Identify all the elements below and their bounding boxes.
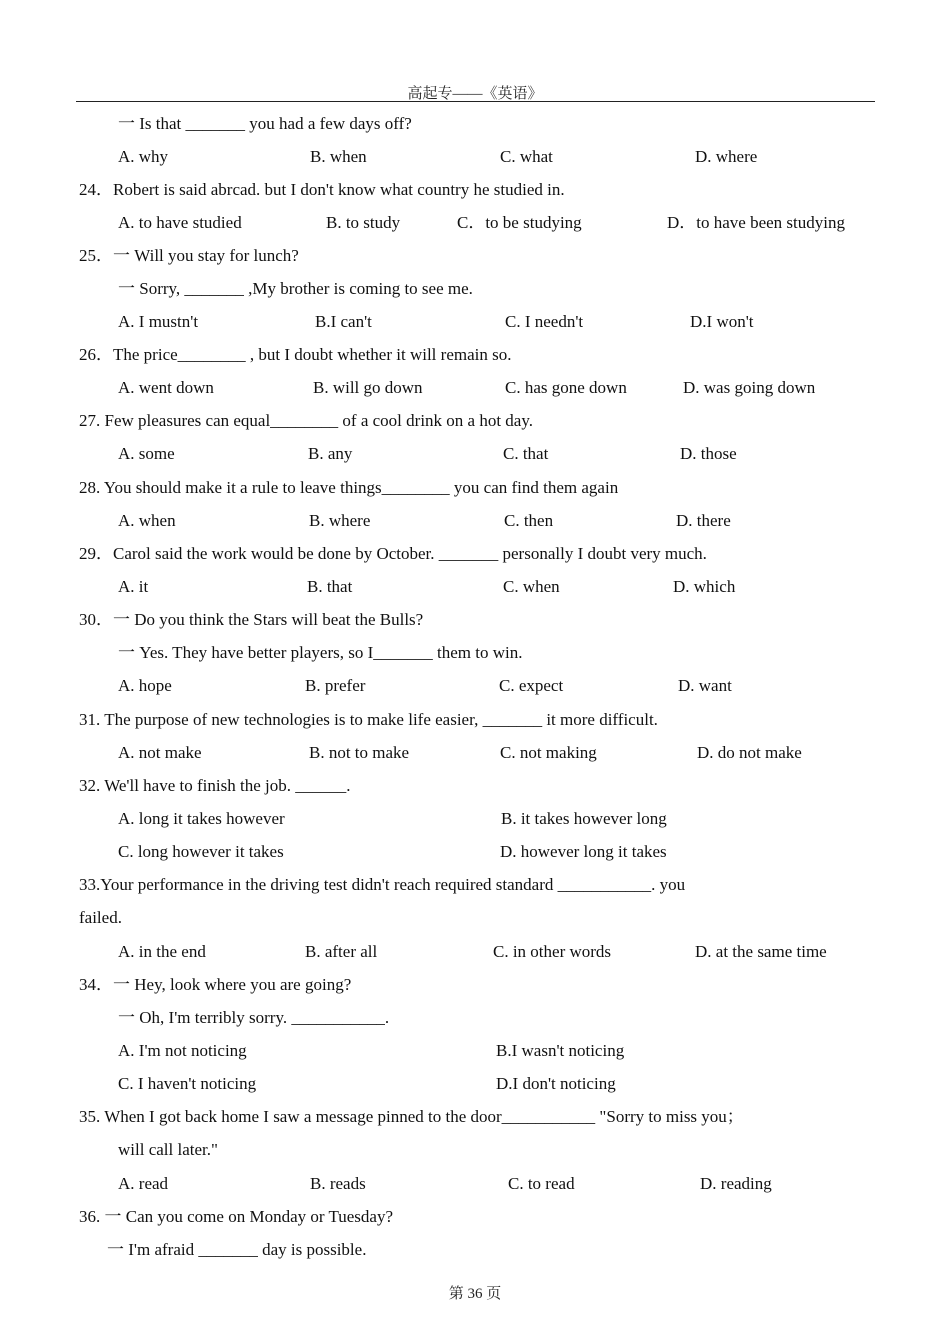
option: D. do not make	[697, 743, 802, 762]
option: B. to study	[326, 213, 401, 232]
option: D.I won't	[690, 312, 754, 331]
option: B. reads	[310, 1174, 366, 1193]
option: A. I mustn't	[118, 312, 199, 331]
option: A. read	[118, 1174, 169, 1193]
question-line: 32. We'll have to finish the job. ______.	[79, 776, 351, 795]
option: D. where	[695, 147, 758, 166]
question-line: 30．一 Do you think the Stars will beat the Bulls?	[79, 610, 424, 629]
option: A. to have studied	[118, 213, 242, 232]
option: B. any	[308, 444, 353, 463]
question-line: 一 Oh, I'm terribly sorry. ___________.	[118, 1008, 390, 1027]
option: C. what	[500, 147, 553, 166]
question-line: 35. When I got back home I saw a message pinned to the door___________ "Sorry to miss you；	[79, 1107, 744, 1126]
question-line: 27. Few pleasures can equal________ of a cool drink on a hot day.	[79, 411, 534, 430]
option: B. after all	[305, 942, 378, 961]
option: B.I can't	[315, 312, 372, 331]
option: B. when	[310, 147, 367, 166]
question-line: 31. The purpose of new technologies is to make life easier, _______ it more difficult.	[79, 710, 658, 729]
option: D. those	[680, 444, 737, 463]
option: B. it takes however long	[501, 809, 667, 828]
option: A. I'm not noticing	[118, 1041, 247, 1060]
option: C. when	[503, 577, 560, 596]
option: C．to be studying	[457, 213, 582, 232]
option: D.I don't noticing	[496, 1074, 616, 1093]
option: C. in other words	[493, 942, 612, 961]
question-line: 36. 一 Can you come on Monday or Tuesday?	[79, 1207, 394, 1226]
option: A. why	[118, 147, 169, 166]
option: C. has gone down	[505, 378, 627, 397]
question-line: 一 Is that _______ you had a few days off?	[118, 114, 412, 133]
option: D. want	[678, 676, 732, 695]
option: B. not to make	[309, 743, 410, 762]
question-line: 34．一 Hey, look where you are going?	[79, 975, 352, 994]
header-rule	[76, 101, 875, 102]
question-line: 一 Sorry, _______ ,My brother is coming to see me.	[118, 279, 473, 298]
option: D. however long it takes	[500, 842, 667, 861]
option: A. it	[118, 577, 149, 596]
option: C. that	[503, 444, 549, 463]
option: B. that	[307, 577, 353, 596]
question-line: 29．Carol said the work would be done by October. _______ personally I doubt very much.	[79, 544, 707, 563]
option: C. not making	[500, 743, 597, 762]
option: B. will go down	[313, 378, 423, 397]
option: A. some	[118, 444, 175, 463]
option: D. there	[676, 511, 731, 530]
option: A. long it takes however	[118, 809, 285, 828]
option: A. not make	[118, 743, 202, 762]
option: C. I needn't	[505, 312, 584, 331]
question-line: 一 Yes. They have better players, so I_______ them to win.	[118, 643, 523, 662]
option: D．to have been studying	[667, 213, 845, 232]
question-line: 33.Your performance in the driving test didn't reach required standard ___________. you	[79, 875, 686, 894]
option: D. was going down	[683, 378, 816, 397]
option: B.I wasn't noticing	[496, 1041, 625, 1060]
page-header: 高起专——《英语》	[407, 86, 543, 102]
option: C. I haven't noticing	[118, 1074, 257, 1093]
option: A. in the end	[118, 942, 206, 961]
page-number: 第 36 页	[448, 1286, 502, 1302]
question-line: 28. You should make it a rule to leave things________ you can find them again	[79, 478, 619, 497]
option: B. prefer	[305, 676, 366, 695]
option: C. long however it takes	[118, 842, 284, 861]
option: A. hope	[118, 676, 172, 695]
question-line: failed.	[79, 908, 122, 927]
option: C. then	[504, 511, 554, 530]
option: D. at the same time	[695, 942, 827, 961]
question-line: will call later."	[118, 1140, 218, 1159]
question-line: 24．Robert is said abrcad. but I don't know what country he studied in.	[79, 180, 565, 199]
option: C. to read	[508, 1174, 575, 1193]
question-line: 26．The price________ , but I doubt whether it will remain so.	[79, 345, 512, 364]
question-line: 25．一 Will you stay for lunch?	[79, 246, 299, 265]
option: D. which	[673, 577, 736, 596]
question-line: 一 I'm afraid _______ day is possible.	[107, 1240, 367, 1259]
option: A. when	[118, 511, 176, 530]
option: A. went down	[118, 378, 214, 397]
option: D. reading	[700, 1174, 772, 1193]
option: C. expect	[499, 676, 564, 695]
option: B. where	[309, 511, 371, 530]
